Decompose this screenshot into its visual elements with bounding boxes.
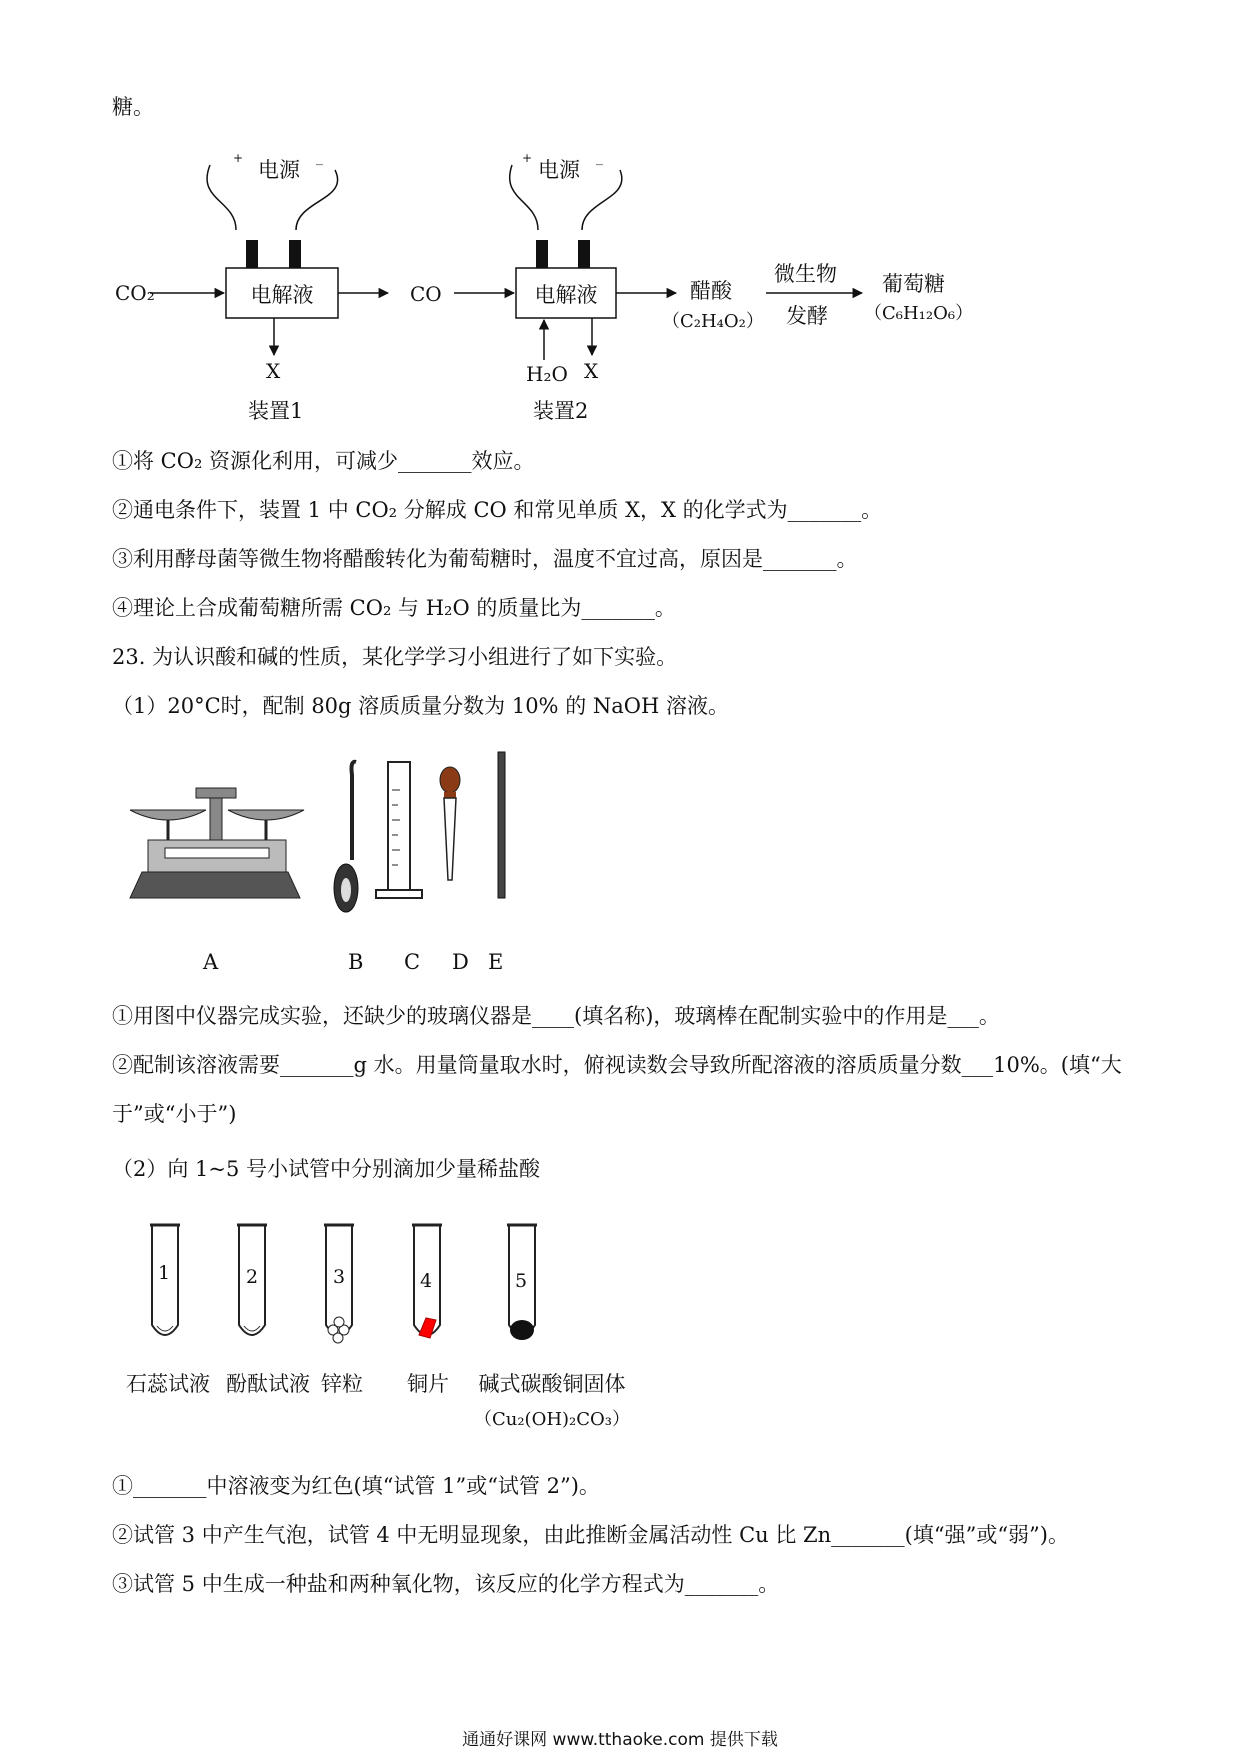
co-label: CO [410, 282, 442, 306]
electrolyte-label-1: 电解液 [250, 283, 314, 307]
q23-part-2: （2）向 1~5 号小试管中分别滴加少量稀盐酸 [112, 1157, 541, 1181]
label-b: B [348, 950, 364, 974]
tube-number-5: 5 [515, 1270, 528, 1292]
tube-label-copper: 铜片 [407, 1372, 449, 1396]
tube-label-zinc: 锌粒 [321, 1372, 363, 1396]
plus-sign-2: + [522, 151, 533, 165]
tube-number-3: 3 [333, 1266, 346, 1288]
acetic-acid-label: 醋酸 [690, 279, 732, 303]
basic-copper-carbonate-solid [510, 1320, 534, 1340]
q23-2-item-2: ②试管 3 中产生气泡，试管 4 中无明显现象，由此推断金属活动性 Cu 比 Zn_______(填“强”或“弱”)。 [112, 1523, 1069, 1547]
glucose-formula: （C₆H₁₂O₆） [864, 303, 974, 324]
label-c: C [404, 950, 421, 974]
co2-label: CO₂ [115, 281, 155, 305]
q23-title: 23. 为认识酸和碱的性质，某化学学习小组进行了如下实验。 [112, 645, 678, 669]
minus-sign-1: _ [316, 150, 323, 166]
tube-number-4: 4 [420, 1270, 433, 1292]
tube-number-2: 2 [246, 1266, 259, 1288]
q22-item-3: ③利用酵母菌等微生物将醋酸转化为葡萄糖时，温度不宜过高，原因是_______。 [112, 547, 858, 571]
q22-item-2: ②通电条件下，装置 1 中 CO₂ 分解成 CO 和常见单质 X，X 的化学式为_______。 [112, 498, 883, 522]
q23-1-item-2-cont: 于”或“小于”) [112, 1102, 237, 1126]
q23-part-1: （1）20°C时，配制 80g 溶质质量分数为 10% 的 NaOH 溶液。 [112, 694, 729, 718]
intro-text: 糖。 [112, 95, 154, 119]
ferment-label: 发酵 [786, 304, 828, 328]
q22-item-4: ④理论上合成葡萄糖所需 CO₂ 与 H₂O 的质量比为_______。 [112, 596, 676, 620]
x-label-1: X [266, 359, 281, 383]
x-label-2: X [584, 359, 599, 383]
power-label-1: 电源 [258, 158, 300, 182]
tube-label-litmus: 石蕊试液 [126, 1372, 210, 1396]
device-1-label: 装置1 [248, 399, 304, 423]
label-d: D [452, 950, 469, 974]
tube-5-formula: （Cu₂(OH)₂CO₃） [473, 1409, 631, 1430]
device-2-label: 装置2 [533, 399, 589, 423]
minus-sign-2: _ [596, 150, 603, 166]
q23-2-item-3: ③试管 5 中生成一种盐和两种氧化物，该反应的化学方程式为_______。 [112, 1572, 780, 1596]
plus-sign-1: + [233, 151, 244, 165]
label-e: E [488, 950, 504, 974]
electrolyte-label-2: 电解液 [534, 283, 598, 307]
tube-number-1: 1 [158, 1262, 171, 1284]
h2o-label: H₂O [526, 362, 568, 386]
glucose-label: 葡萄糖 [882, 272, 945, 296]
label-a: A [203, 950, 219, 974]
tube-label-basic-copper-carbonate: 碱式碳酸铜固体 [478, 1372, 626, 1396]
microbe-label: 微生物 [774, 262, 837, 286]
tube-label-phenolphthalein: 酚酞试液 [226, 1372, 310, 1396]
q23-2-item-1: ①_______中溶液变为红色(填“试管 1”或“试管 2”)。 [112, 1474, 600, 1498]
power-label-2: 电源 [538, 158, 580, 182]
footer-credit: 通通好课网 www.tthaoke.com 提供下载 [462, 1730, 778, 1750]
q23-1-item-1: ①用图中仪器完成实验，还缺少的玻璃仪器是____(填名称)，玻璃棒在配制实验中的作用是___。 [112, 1004, 1000, 1028]
q22-item-1: ①将 CO₂ 资源化利用，可减少_______效应。 [112, 449, 535, 473]
q23-1-item-2: ②配制该溶液需要_______g 水。用量筒量取水时，俯视读数会导致所配溶液的溶质质量分数___10%。(填“大 [112, 1053, 1122, 1077]
acetic-acid-formula: （C₂H₄O₂） [662, 311, 764, 332]
